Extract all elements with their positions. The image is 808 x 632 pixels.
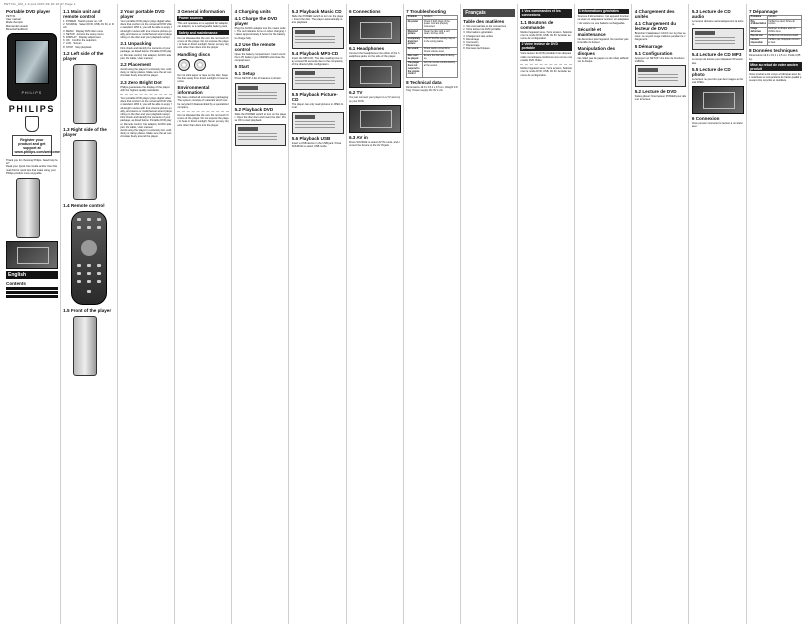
body-text: Press SOURCE to select AV IN mode, and connect the device to the AV IN jack. <box>348 140 400 148</box>
picture-screenshot <box>292 112 344 134</box>
section-heading: Manipulation des disques <box>577 46 616 57</box>
table-row: The player does not respond to the remote control Aim the remote control directly at the sensor. <box>407 61 458 77</box>
body-text: Dimensions 19,9 x 15,1 x 3,5 cm. Poids 0,85 kg. <box>749 54 802 61</box>
section-heading: 1.1 Boutons de commande <box>520 19 554 30</box>
section-heading: 6.3 AV in <box>348 134 368 140</box>
dvd-menu-screenshot <box>235 124 287 146</box>
column-french-troubleshooting <box>747 4 804 624</box>
body-text: Slide the POWER switch to turn on the player. Open the disc door and insert the disc. Press OK to start playback. <box>234 112 287 123</box>
print-crop-line: PET741_UM_1.0 qxd 2007-03-30 16:37 Page 1 <box>4 2 76 6</box>
section-heading: 1.4 Remote control <box>63 202 105 208</box>
section-heading: 6.2 TV <box>348 90 363 96</box>
dvd-player-screen <box>15 40 49 84</box>
section-heading: 4 Charging units <box>234 9 271 14</box>
toc-item: 4 Chargement des unités <box>463 34 493 38</box>
body-text: Plug the AC/DC adaptor into the mains outlet. The red indicator turns on when charging. It takes approximately 4 hours for the battery to charge fully. <box>234 27 287 40</box>
subsection-bar: Safety and maintenance <box>177 30 229 35</box>
table-row: Lecture impossible Vérifiez que l'étiquette est vers le haut. <box>750 39 800 45</box>
column-general-info <box>175 4 232 624</box>
section-heading: 4 Chargement des unités <box>634 9 675 19</box>
section-heading: 6 Connections <box>348 9 381 14</box>
language-bar-french: Français <box>463 9 515 17</box>
welcome-text: Register your product and get support at <box>18 137 46 150</box>
column-cover <box>4 4 61 624</box>
control-item: 3 MENU Display DVD disc menu <box>63 29 104 33</box>
toc-item: 7 Dépannage <box>463 44 480 48</box>
table-row: Disc can't be played Ensure the disc label is facing up. <box>407 54 458 61</box>
mp3-screenshot <box>292 68 344 90</box>
toc-item: 3 Informations générales <box>463 31 493 35</box>
body-text: We have omitted all unnecessary packaging. The system consists of materials which can be recycled if disassembled by a specialized company. <box>177 96 230 109</box>
section-heading: 5.3 Playback Music CD <box>291 9 342 14</box>
right-side-illustration <box>73 140 97 200</box>
body-text: Mettre l'appareil sous / hors tension. Sélectionner le mode DVD, USB, AV IN. Accéder au menu de configuration. <box>520 30 572 41</box>
subsection-bar: 2 Votre lecteur de DVD portable <box>520 42 572 51</box>
body-text: Votre lecteur de DVD portable lit les disques vidéo numériques conformes à la norme universelle DVD Vidéo. <box>520 52 573 62</box>
body-text: Ne collez pas de papier ou de ruban adhésif sur le disque. <box>577 57 630 64</box>
welcome-box <box>12 135 60 156</box>
tv-illustration <box>349 105 401 133</box>
section-heading: 2 Your portable DVD player <box>120 9 165 19</box>
section-heading: 2.2 Placement <box>120 62 151 68</box>
section-heading: 5 Démarrage <box>634 43 663 49</box>
table-row: Problème Solution <box>750 16 802 20</box>
body-text: You can connect your player to a TV and enjoy your DVD. <box>348 96 400 103</box>
headphone-illustration <box>349 60 401 88</box>
control-item: 1 POWER Switch power on / off <box>63 20 103 23</box>
front-illustration <box>73 316 97 376</box>
setup-menu-screenshot <box>635 65 687 87</box>
subsection-bar: 3 Informations générales <box>578 9 630 14</box>
section-heading: 5.4 Playback MP3-CD <box>291 50 339 56</box>
body-text: Le lecteur démarre automatiquement la lecture. <box>691 20 744 27</box>
section-heading: 1.3 Right side of the player <box>63 126 107 137</box>
philips-logo: PHILIPS <box>8 104 55 115</box>
toc-item: 5 Démarrage <box>463 37 480 41</box>
column-playback <box>290 4 347 624</box>
control-item: 5 DISPLAY Display adjustment <box>63 36 101 40</box>
section-heading: 5.2 Lecture de DVD <box>634 89 677 95</box>
table-row: Problem Solution <box>407 16 458 20</box>
section-heading: 8 Technical data <box>406 79 442 85</box>
body-text: Insert the MP3-CD. The disc reading time may exceed 60 seconds due to the complexity of the directory/file configuration. <box>291 56 344 67</box>
section-heading: 1.1 Main unit and remote control <box>63 9 101 19</box>
body-text: Faites glisser l'interrupteur POWER pour allumer le lecteur. <box>634 95 687 102</box>
control-item: 6 OK Confirm the selection <box>63 39 97 43</box>
body-text: Open the battery compartment. Insert one lithium 3V battery type CR2025 and close the compartment. <box>234 52 286 63</box>
contents-heading: Contents <box>6 281 26 287</box>
body-text: First check and identify the contents of your package, as listed below: Portable DVD player, Remote control, Car adaptor, AC/DC adaptor, AV cable, User manual. <box>120 47 172 60</box>
cover-manual-fr: Mode d'emploi <box>6 21 23 25</box>
section-heading: Handling discs <box>177 51 211 57</box>
cover-model: PET741 <box>6 15 16 18</box>
disc-handling-icons <box>177 58 229 72</box>
subsection-bar: Mise au rebut de votre ancien produit <box>749 62 802 71</box>
body-text: Mettre l'appareil sous / hors tension. Sélectionner le mode DVD, USB, AV IN. Accéder au menu de configuration. <box>520 67 572 77</box>
subsection-bar: 1 Vos commandes et les connexions <box>520 9 572 18</box>
disc-icon <box>194 59 206 71</box>
troubleshooting-table <box>749 15 802 46</box>
section-heading: Environmental information <box>177 85 210 96</box>
body-text: First check and identify the contents of your package, as listed below: Portable DVD player, Remote control, Car adaptor, AC/DC adaptor, AV cable, User manual. <box>120 116 172 129</box>
tv-illustration <box>692 86 744 114</box>
setup-menu-screenshot <box>235 83 287 105</box>
column-french-charging <box>633 4 690 624</box>
toc-item: 8 Données techniques <box>463 47 490 51</box>
section-heading: 5 Start <box>234 64 249 70</box>
menu-illustration <box>349 16 401 44</box>
table-row: Completely distorted picture The NTSC/PAL setting may be in the wrong status. <box>407 37 458 47</box>
cd-screenshot <box>292 27 344 49</box>
column-charging <box>233 4 290 624</box>
left-side-illustration <box>73 64 97 124</box>
section-heading: 4.1 Charge the DVD player <box>234 16 278 26</box>
section-heading: 1.5 Front of the player <box>63 307 112 313</box>
body-text: Philips guarantees the display of the player with the highest quality standards. <box>120 85 171 92</box>
remote-nav-pad <box>81 240 97 256</box>
toc-item: 6 Connexion <box>463 41 479 45</box>
section-heading: 5.1 Setup <box>234 71 256 77</box>
device-side-illustration <box>16 178 40 238</box>
body-text: Do not stick paper or tape on the disc. Keep the disc away from direct sunlight or heat sources. <box>177 73 229 83</box>
toc-item: 1 Vos commandes et les connexions <box>463 25 507 28</box>
section-heading: 2.3 Zero Bright Dot <box>120 79 162 85</box>
section-heading: 7 Dépannage <box>749 9 778 14</box>
body-text: Your portable DVD player plays digital video discs that conform to the universal DVD Video standard. With it, you will be able to enjoy full-length movies with true cinema picture quality, and stereo or multichannel sound (depending on the disc and your playback setup). <box>120 20 172 40</box>
table-row: Image déformée Nettoyez le disque avec un chiffon doux. <box>750 27 802 34</box>
cd-screenshot <box>692 28 744 50</box>
subsection-bar: Power sources <box>177 16 229 21</box>
body-text: Le lecteur ne peut lire que des images au format JPEG. <box>691 77 744 85</box>
body-text: Branchez l'adaptateur CA/CC sur la prise secteur. Le voyant rouge s'allume pendant le chargement. <box>634 32 686 42</box>
body-text: Dimensions 19.9 x 15.1 x 3.5 cm. Weight 0.85 kg. Power supply DC 9V 1.2A. <box>406 85 458 92</box>
column-controls <box>61 4 118 624</box>
body-text: Slide the POWER switch to turn on the player. Insert the disc. The player automatically starts playback. <box>291 15 344 25</box>
philips-shield-icon <box>25 116 39 132</box>
body-text: Ne démontez pas l'appareil. Ne touchez pas la lentille du lecteur. <box>577 37 630 44</box>
table-row: No sound Check audio connections. Check volume level. <box>407 47 458 54</box>
section-heading: 1.2 Left side of the player <box>63 50 104 61</box>
section-heading: 7 Troubleshooting <box>406 9 446 14</box>
table-row: No power Check if both plugs of the power cord are properly connected. <box>407 20 458 30</box>
section-heading: 8 Données techniques <box>749 48 798 54</box>
cover-title: Portable DVD player <box>6 9 51 14</box>
body-text: Press SETUP. A list of features is shown. <box>234 77 282 81</box>
column-french-playback <box>690 4 747 624</box>
section-heading: 6.1 Headphones <box>348 46 385 51</box>
table-row: Distorted picture Clean the disc with a soft, clean, lint-free cloth. <box>407 30 458 37</box>
control-item: 4 SETUP Access the setup menu <box>63 32 104 36</box>
section-heading: 5.5 Lecture de CD photo <box>691 66 731 77</box>
section-heading: 4.1 Chargement du lecteur de DVD <box>634 21 677 31</box>
section-heading: Table des matières <box>463 19 505 24</box>
language-bar-english: English <box>6 271 58 279</box>
dvd-player-photo <box>7 33 57 101</box>
cover-help: Read your Quick Use Guide and/or User Manual first for quick tips that make using your Philips product more enjoyable. <box>6 165 57 175</box>
body-text: Connect the headphones into either of the headphone jacks on the side of the player. <box>348 52 400 59</box>
control-item: 8 STOP Stop playback <box>63 45 92 49</box>
body-text: Sources d'alimentation. Cet appareil fonctionne avec un adaptateur secteur, un adaptateur de voiture ou une batterie rechargeable. <box>577 15 630 25</box>
device-front-illustration <box>6 241 58 269</box>
column-troubleshooting <box>404 4 461 624</box>
body-text: Votre produit a été conçu et fabriqué avec des matériaux et composants de haute qualité pouvant être recyclés et réutilisés. <box>749 72 802 83</box>
control-item: 2 SOURCE Select DVD, USB, AV IN, or DAC <box>63 23 114 30</box>
body-text: Avoid using the player in extremely hot, cold, dusty or damp places. Make sure the air can circulate freely around the player. <box>120 129 173 139</box>
cover-manual-es: Manual del usuario <box>6 24 28 28</box>
column-french-controls <box>518 4 575 624</box>
table-row: Pas d'alimentation Vérifiez les deux fiches du cordon. <box>750 20 802 27</box>
column-connections <box>347 4 404 624</box>
table-row: Pas de son Vérifiez les connexions audio. <box>750 34 802 38</box>
section-heading: Sécurité et maintenance <box>577 26 606 37</box>
section-heading: 5.5 Playback Picture-CD <box>291 92 338 103</box>
body-text: Vous pouvez connecter le lecteur à un téléviseur. <box>691 122 743 129</box>
section-heading: 2.1 Unpacking <box>120 41 152 47</box>
disc-icon <box>178 59 190 71</box>
cover-manual-de: Benutzerhandbuch <box>6 27 28 31</box>
control-item: 7 LCD Screen <box>63 42 82 46</box>
toc-item: 2 Votre lecteur de DVD portable <box>463 28 501 32</box>
column-french-contents <box>461 4 518 624</box>
body-text: This unit operates on a supplied AC adaptor, car adaptor, or a rechargeable battery pack. <box>177 22 230 29</box>
body-text: Your portable DVD player plays digital video discs that conform to the universal DVD Video standard. With it, you will be able to enjoy full-length movies with true cinema picture quality, and stereo or multichannel sound (depending on the disc and your playback setup). <box>120 97 172 117</box>
body-text: Insert a USB device in the USB jack. Press SOURCE to select USB mode. <box>291 141 342 148</box>
section-heading: 5.2 Playback DVD <box>234 106 274 112</box>
dvd-player-brand: PHILIPS <box>21 91 43 96</box>
cover-thanks: Thank you for choosing Philips. Need help fast? <box>6 159 58 166</box>
body-text: Avoid using the player in extremely hot, cold, dusty or damp places. Make sure the air can circulate freely around the player. <box>120 68 173 78</box>
section-heading: 5.4 Lecture de CD MP3 <box>691 52 742 58</box>
welcome-url: www.philips.com/welcome <box>14 149 60 154</box>
section-heading: 4.2 Use the remote control <box>234 41 276 52</box>
section-heading: 5.1 Configuration <box>634 50 673 56</box>
troubleshooting-table <box>406 15 458 78</box>
column-french-general <box>576 4 633 624</box>
section-heading: 6 Connexion <box>691 116 720 122</box>
remote-control-illustration <box>71 211 107 305</box>
body-text: Do not disassemble the unit. Do not touch the lens of the player. Do not expose the player to heat or direct sunlight. Never put any objects other than discs into the player. <box>177 114 229 127</box>
body-text: Le temps de lecture peut dépasser 60 secondes. <box>691 58 744 65</box>
column-intro <box>118 4 175 624</box>
body-text: Appuyez sur SETUP. Une liste de fonctions s'affiche. <box>634 56 686 63</box>
body-text: The player can only read pictures in JPEG format. <box>291 103 344 110</box>
section-heading: 5.3 Lecture de CD audio <box>691 9 731 19</box>
body-text: Do not disassemble the unit. Do not touch the lens of the player. Do not expose the player to heat or direct sunlight. Never put any objects other than discs into the player. <box>177 36 229 50</box>
section-heading: 5.6 Playback USB <box>291 135 331 141</box>
cover-manual-en: User manual <box>6 18 21 22</box>
section-heading: 3 General information <box>177 9 225 14</box>
